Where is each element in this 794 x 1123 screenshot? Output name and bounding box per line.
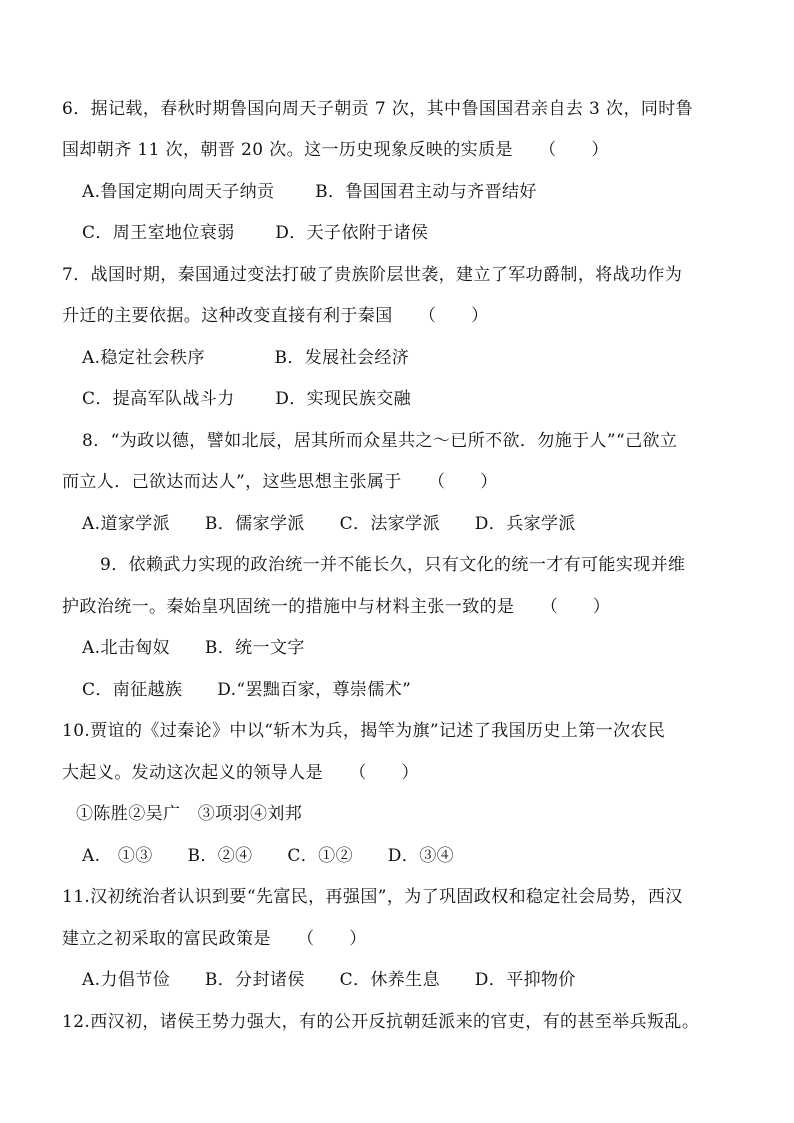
question-6-stem-line-1: 6．据记载，春秋时期鲁国向周天子朝贡 7 次，其中鲁国国君亲自去 3 次，同时鲁 [62, 99, 694, 119]
question-11-stem-line-1: 11.汉初统治者认识到要“先富民，再强国”，为了巩固政权和稳定社会局势，西汉 [62, 887, 683, 907]
question-6-options-line-2: C．周王室地位衰弱 D．天子依附于诸侯 [82, 223, 429, 243]
question-11-options-line-1: A.力倡节俭 B．分封诸侯 C．休养生息 D．平抑物价 [82, 970, 576, 990]
question-9-stem-line-2: 护政治统一。秦始皇巩固统一的措施中与材料主张一致的是 （ ） [62, 597, 611, 617]
question-8-stem-line-2: 而立人．己欲达而达人”，这些思想主张属于 （ ） [62, 472, 498, 492]
question-12-stem-line-1: 12.西汉初，诸侯王势力强大，有的公开反抗朝廷派来的官吏，有的甚至举兵叛乱。 [62, 1012, 700, 1032]
question-6-options-line-1: A.鲁国定期向周天子纳贡 B．鲁国国君主动与齐晋结好 [82, 182, 537, 202]
question-9-stem-line-1: 9．依赖武力实现的政治统一并不能长久，只有文化的统一才有可能实现并维 [100, 555, 686, 575]
question-9-options-line-2: C．南征越族 D.“罢黜百家，尊崇儒术” [82, 680, 412, 700]
question-9-options-line-1: A.北击匈奴 B．统一文字 [82, 638, 305, 658]
question-7-options-line-2: C．提高军队战斗力 D．实现民族交融 [82, 389, 412, 409]
question-10-options-line: A. ①③ B．②④ C．①② D．③④ [82, 846, 455, 866]
question-11-stem-line-2: 建立之初采取的富民政策是 （ ） [62, 929, 367, 949]
question-10-stem-line-2: 大起义。发动这次起义的领导人是 （ ） [62, 763, 419, 783]
question-6-stem-line-2: 国却朝齐 11 次，朝晋 20 次。这一历史现象反映的实质是 （ ） [62, 140, 609, 160]
question-8-options-line-1: A.道家学派 B．儒家学派 C．法家学派 D．兵家学派 [82, 514, 576, 534]
question-10-choices-line: ①陈胜②吴广 ③项羽④刘邦 [76, 804, 303, 824]
question-7-stem-line-2: 升迁的主要依据。这种改变直接有利于秦国 （ ） [62, 306, 489, 326]
question-7-stem-line-1: 7．战国时期，秦国通过变法打破了贵族阶层世袭，建立了军功爵制，将战功作为 [62, 265, 683, 285]
question-10-stem-line-1: 10.贾谊的《过秦论》中以“斩木为兵，揭竿为旗”记述了我国历史上第一次农民 [62, 721, 666, 741]
question-8-stem-line-1: 8．“为政以德，譬如北辰，居其所而众星共之～已所不欲．勿施于人”“己欲立 [82, 431, 678, 451]
question-7-options-line-1: A.稳定社会秩序 B．发展社会经济 [82, 348, 410, 368]
